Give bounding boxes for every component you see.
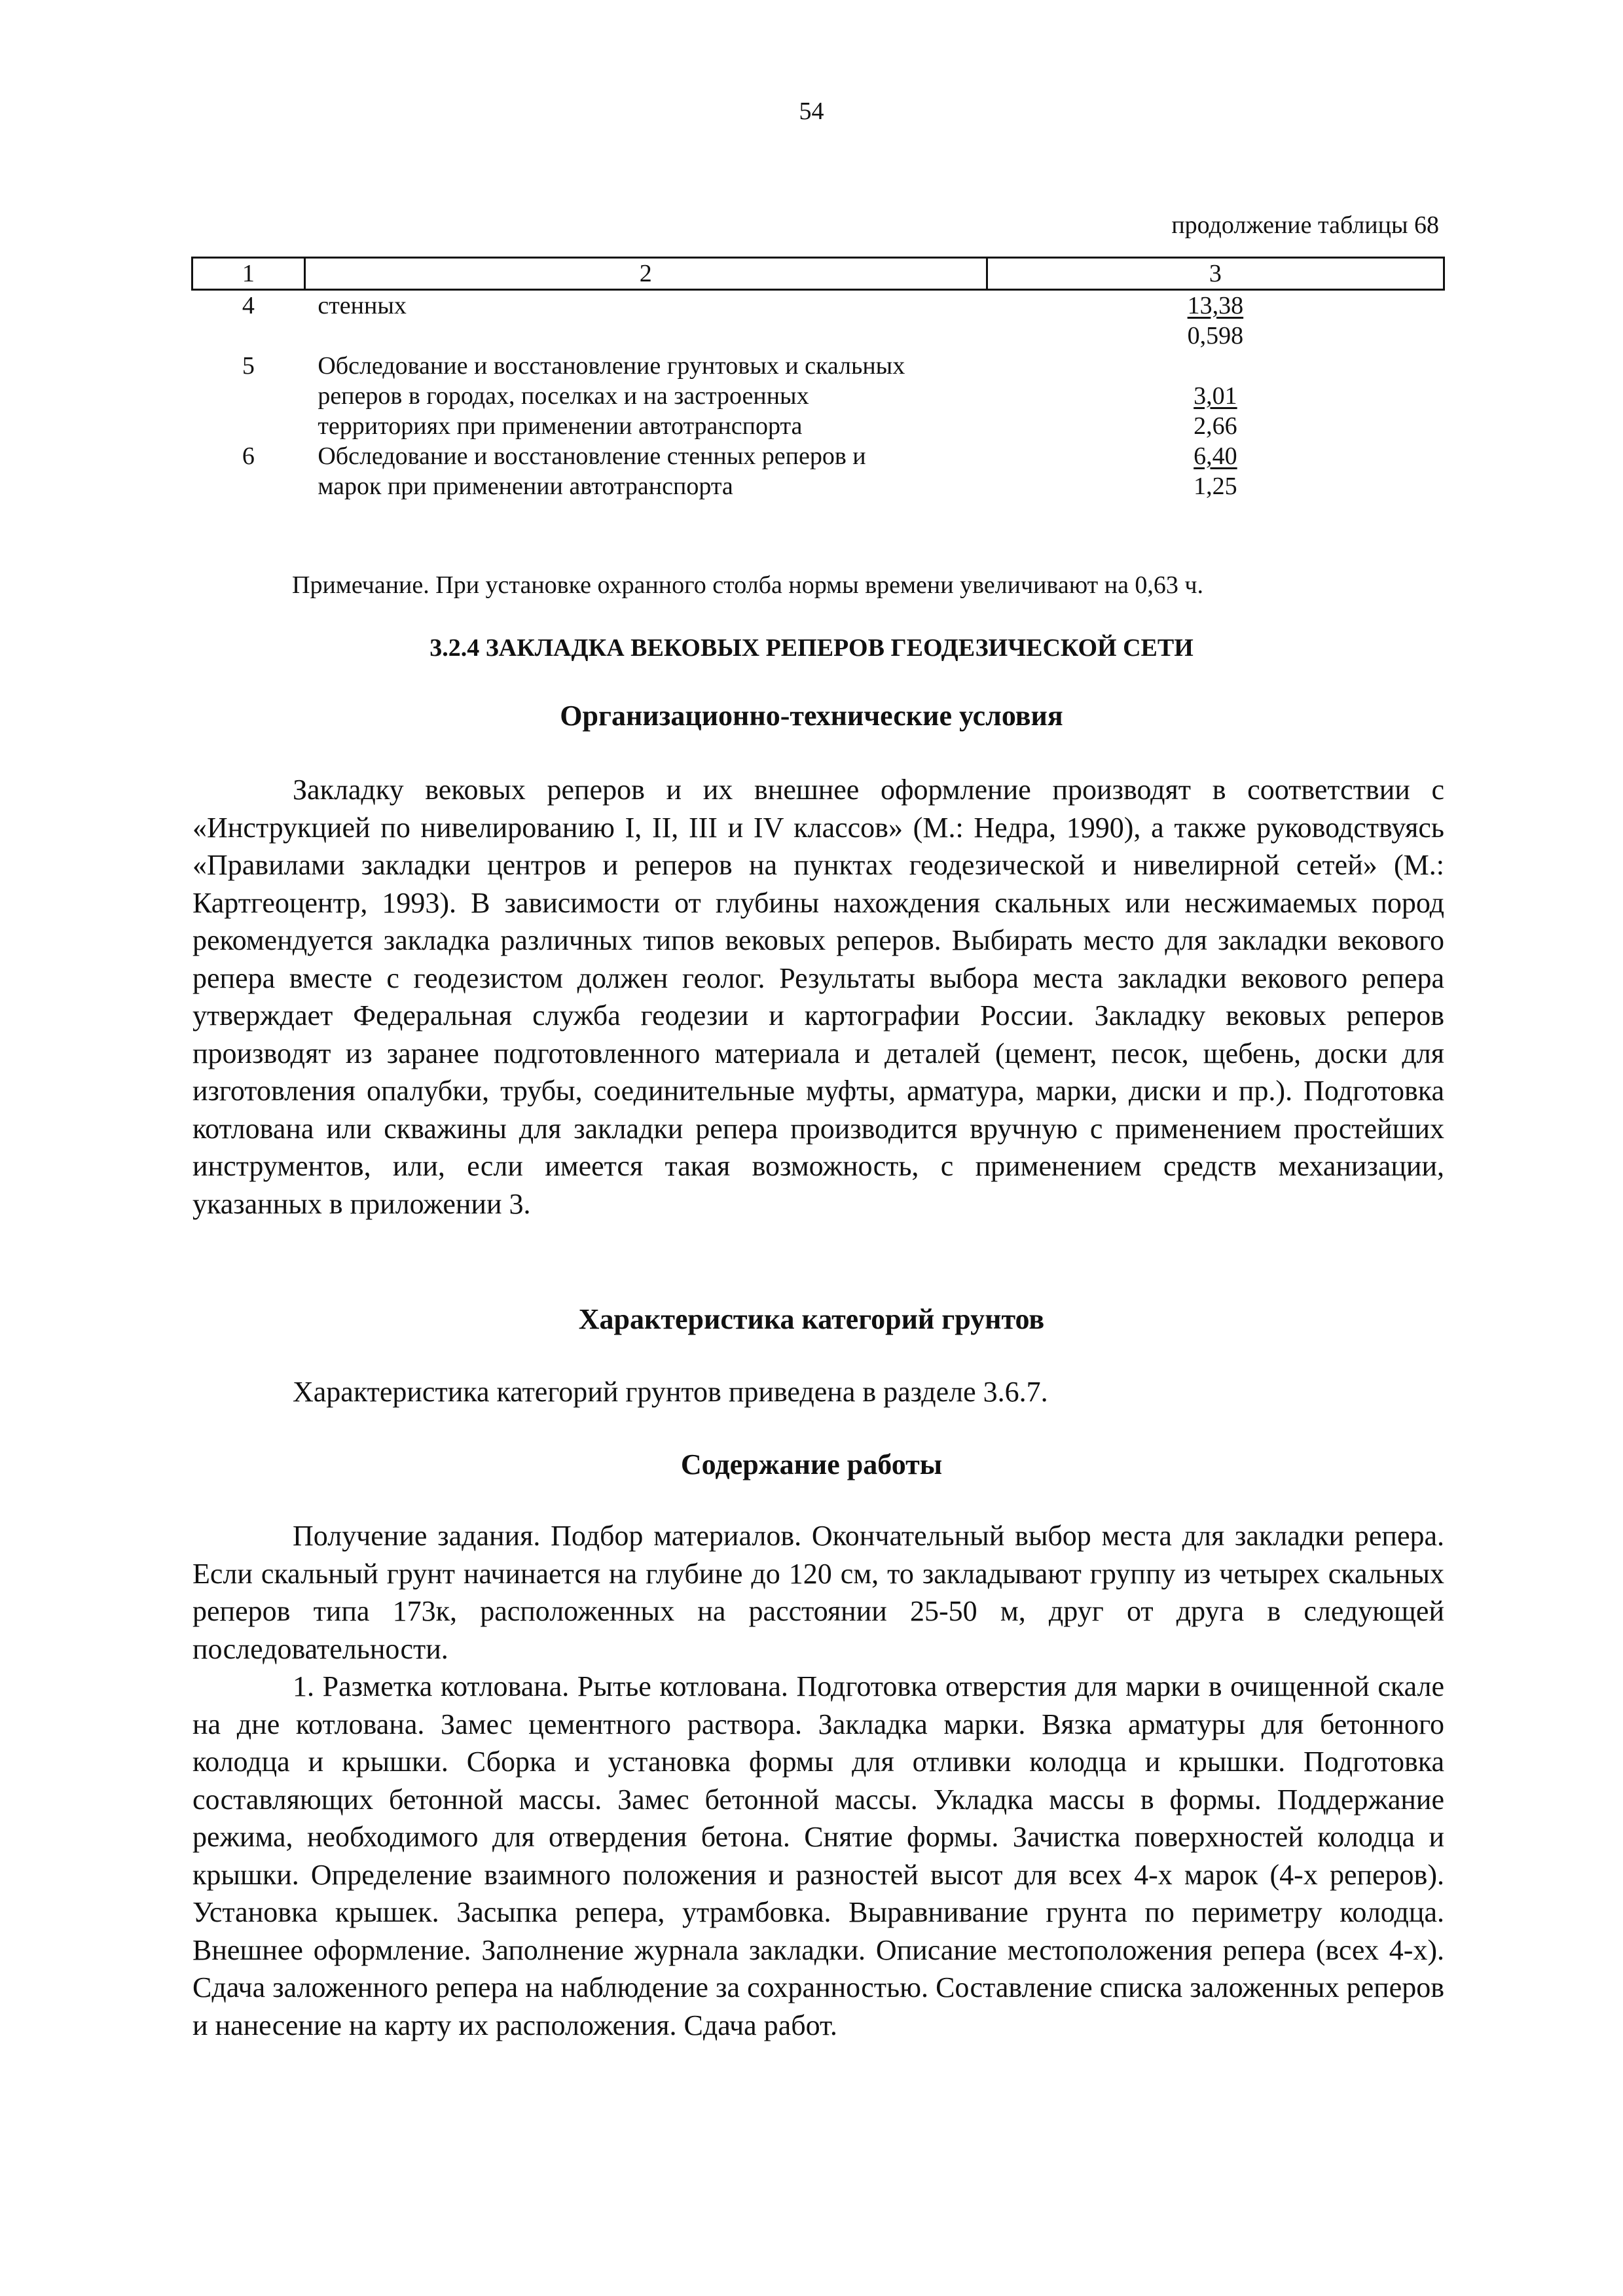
work-content-paragraph-2: 1. Разметка котлована. Рытье котлована. Подготовка отверстия для марки в очищенной скале на дне котлована. Замес цементного раствора. Закладка марки. Вязка арматуры для бетонного колодца и крышки. Сборка и установка формы для отливки колодца и крышки. Подготовка составляющих бетонной массы. Замес бетонной массы. Укладка массы в формы. Поддержание режима, необходимого для отвердения бетона. Снятие формы. Зачистка поверхностей колодца и крышки. Определение взаимного положения и разностей высот для всех 4-х марок (4-х реперов). Установка крышек. Засыпка репера, утрамбовка. Выравнивание грунта по периметру колодца. Внешнее оформление. Заполнение журнала закладки. Описание местоположения репера (всех 4-х). Сдача заложенного репера на наблюдение за сохранностью. Составление списка заложенных реперов и нанесение на карту их расположения. Сдача работ. [192, 1670, 1444, 2041]
norm-denominator: 2,66 [1194, 412, 1237, 440]
row-description-line: реперов в городах, поселках и на застроенных [318, 382, 809, 410]
row-number: 5 [242, 352, 255, 380]
table-header-col-2: 2 [304, 258, 987, 290]
table-header-row [192, 258, 1444, 290]
norm-denominator: 1,25 [1194, 473, 1237, 500]
table-row [192, 351, 1444, 441]
row-description [304, 351, 987, 441]
table-row [192, 290, 1444, 351]
row-value [987, 441, 1444, 501]
table-note: Примечание. При установке охранного столба нормы времени увеличивают на 0,63 ч. [292, 571, 1204, 599]
norm-denominator: 0,598 [1187, 322, 1244, 350]
org-conditions-title: Организационно-технические условия [560, 700, 1063, 732]
org-conditions-paragraph: Закладку вековых реперов и их внешнее оформление производят в соответствии с «Инструкцией по нивелированию I, II, III и IV классов» (М.: Недра, 1990), а также руководствуясь «Правилами закладки центров и реперов на пунктах геодезической и нивелирной сетей» (М.: Картгеоцентр, 1993). В зависимости от глубины нахождения скальных или несжимаемых пород рекомендуется закладка различных типов вековых реперов. Выбирать место для закладки векового репера вместе с геодезистом должен геолог. Результаты выбора места закладки векового репера утверждает Федеральная служба геодезии и картографии России. Закладку вековых реперов производят из заранее подготовленного материала и деталей (цемент, песок, щебень, доски для изготовления опалубки, трубы, соединительные муфты, арматура, марки, диски и пр.). Подготовка котлована или скважины для закладки репера производится вручную с применением простейших инструментов, или, если имеется такая возможность, с применением средств механизации, указанных в приложении 3. [192, 774, 1444, 1220]
table-row [192, 441, 1444, 501]
row-description-line: стенных [318, 292, 407, 319]
row-description [304, 290, 987, 351]
norms-table [191, 257, 1445, 501]
table-caption: продолжение таблицы 68 [1171, 211, 1439, 239]
norm-fraction [1194, 381, 1237, 441]
work-content-title: Содержание работы [680, 1448, 943, 1480]
row-description [304, 441, 987, 501]
section-title: 3.2.4 ЗАКЛАДКА ВЕКОВЫХ РЕПЕРОВ ГЕОДЕЗИЧЕСКОЙ СЕТИ [429, 634, 1194, 662]
row-value [987, 351, 1444, 441]
row-value-spacer [987, 351, 1444, 381]
soil-categories-title: Характеристика категорий грунтов [578, 1303, 1045, 1335]
page-number: 54 [799, 98, 824, 125]
row-number: 4 [242, 292, 255, 319]
row-description-line: территориях при применении автотранспорта [318, 412, 803, 440]
work-content-paragraph-1: Получение задания. Подбор материалов. Окончательный выбор места для закладки репера. Если скальный грунт начинается на глубине до 120 см, то закладывают группу из четырех скальных реперов типа 173к, расположенных на расстоянии 25-50 м, друг от друга в следующей последовательности. [192, 1520, 1444, 1665]
norm-numerator: 6,40 [1194, 442, 1237, 470]
row-description-line: Обследование и восстановление стенных реперов и [318, 442, 866, 470]
norm-fraction [1194, 441, 1237, 501]
soil-categories-paragraph: Характеристика категорий грунтов приведена в разделе 3.6.7. [293, 1376, 1048, 1408]
norm-numerator: 3,01 [1194, 382, 1237, 410]
row-description-line: марок при применении автотранспорта [318, 473, 733, 500]
table-header-col-3: 3 [987, 258, 1444, 290]
norm-fraction [1188, 291, 1244, 351]
table-header-col-1: 1 [192, 258, 305, 290]
row-value [987, 290, 1444, 351]
row-description-line: Обследование и восстановление грунтовых и скальных [318, 352, 905, 380]
norm-numerator: 13,38 [1187, 292, 1244, 319]
row-number: 6 [242, 442, 255, 470]
